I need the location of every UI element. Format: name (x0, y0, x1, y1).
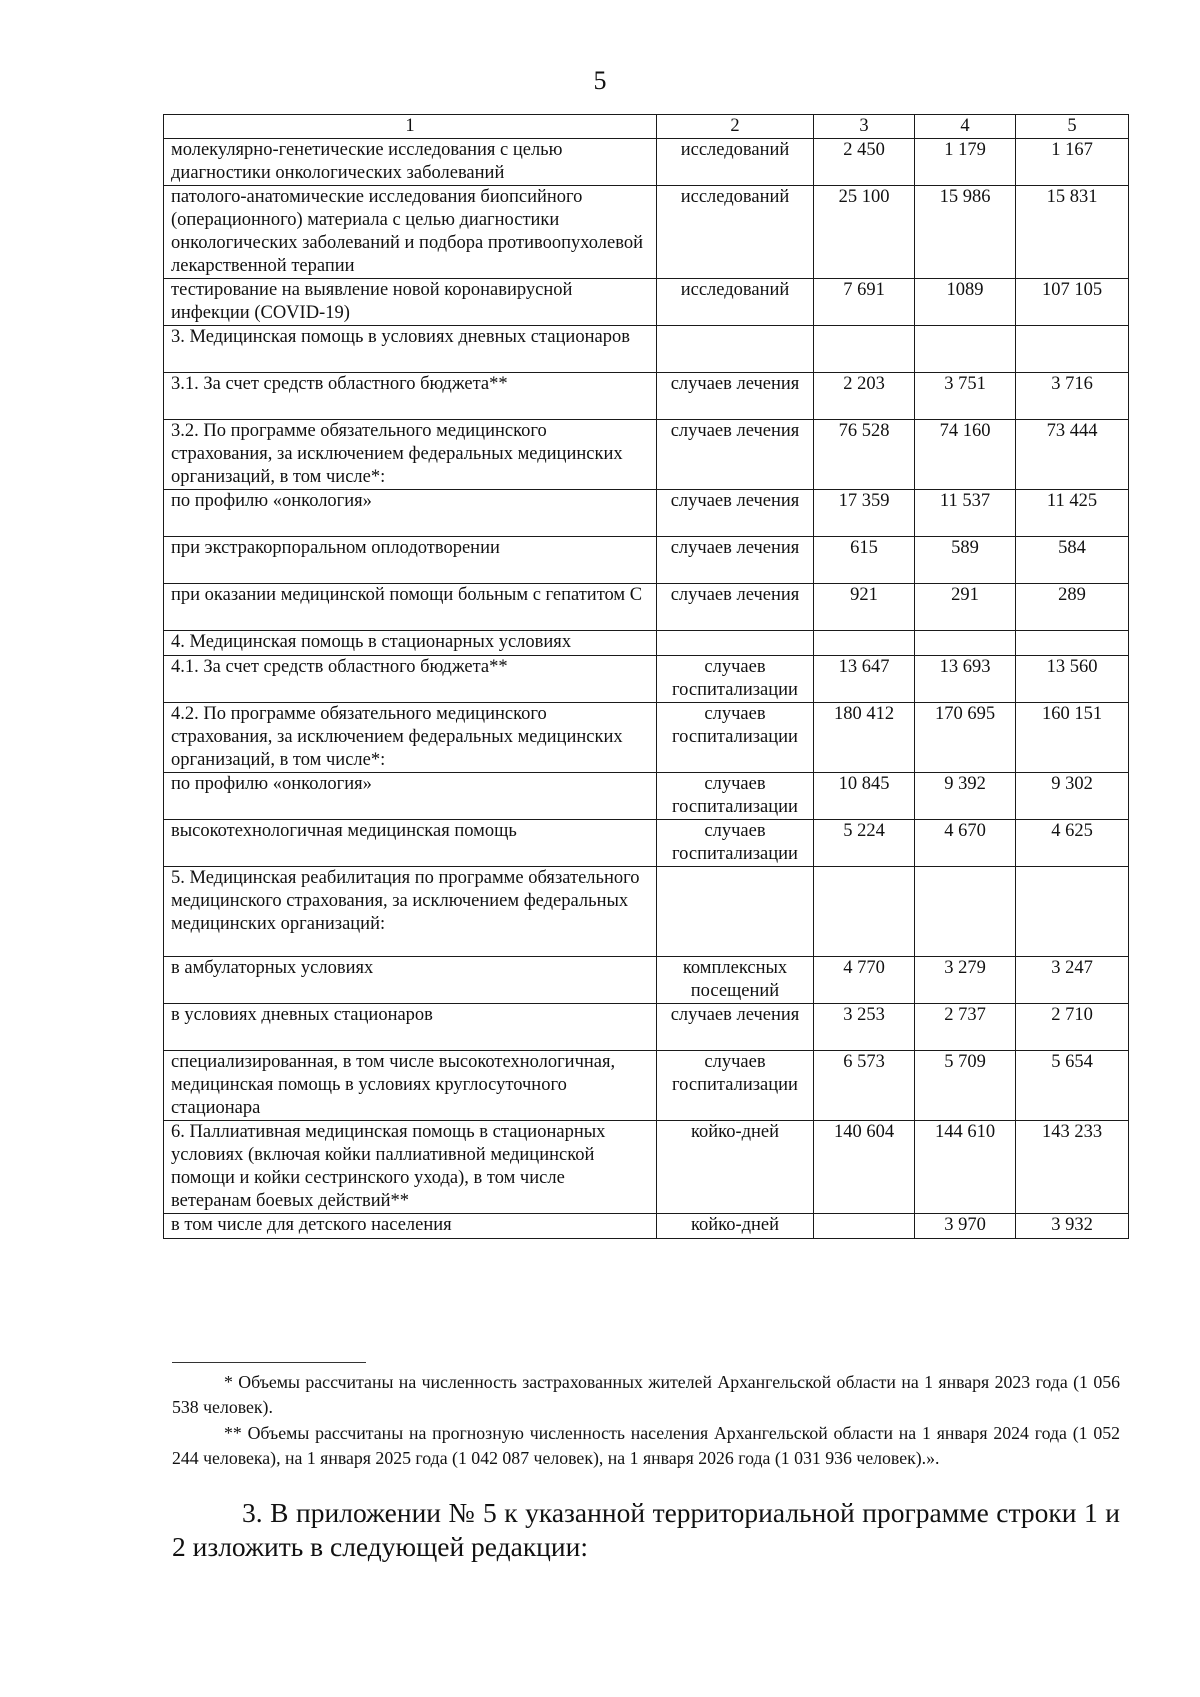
row-value-col-5: 3 932 (1016, 1214, 1129, 1239)
table-row (164, 957, 1129, 1004)
row-value-col-5: 143 233 (1016, 1121, 1129, 1214)
row-value-col-4: 3 751 (915, 373, 1016, 420)
row-name-cell: высокотехнологичная медицинская помощь (164, 820, 657, 867)
table-row (164, 537, 1129, 584)
row-value-col-5: 11 425 (1016, 490, 1129, 537)
row-unit-cell: случаев лечения (657, 537, 814, 584)
row-name-cell: тестирование на выявление новой коронавирусной инфекции (COVID-19) (164, 279, 657, 326)
table-row (164, 279, 1129, 326)
row-value-col-4 (915, 867, 1016, 957)
row-unit-cell: койко-дней (657, 1121, 814, 1214)
table-row (164, 326, 1129, 373)
row-value-col-4: 4 670 (915, 820, 1016, 867)
row-value-col-5: 107 105 (1016, 279, 1129, 326)
page-number: 5 (593, 66, 607, 95)
table-row (164, 820, 1129, 867)
table-header-row (164, 115, 1129, 139)
table-row (164, 631, 1129, 656)
row-value-col-3: 2 450 (814, 139, 915, 186)
row-unit-cell: случаев госпитализации (657, 820, 814, 867)
footnotes (172, 1370, 1120, 1472)
row-value-col-4: 15 986 (915, 186, 1016, 279)
row-name-cell: в амбулаторных условиях (164, 957, 657, 1004)
row-name-cell: в том числе для детского населения (164, 1214, 657, 1239)
row-name-cell: 4.1. За счет средств областного бюджета** (164, 656, 657, 703)
table-row (164, 584, 1129, 631)
row-unit-cell: комплексных посещений (657, 957, 814, 1004)
row-name-cell: по профилю «онкология» (164, 490, 657, 537)
row-unit-cell: случаев госпитализации (657, 656, 814, 703)
row-name-cell: по профилю «онкология» (164, 773, 657, 820)
header-col-1: 1 (164, 115, 657, 139)
row-value-col-5: 5 654 (1016, 1051, 1129, 1121)
table-row (164, 490, 1129, 537)
row-value-col-5: 3 716 (1016, 373, 1129, 420)
row-value-col-5: 2 710 (1016, 1004, 1129, 1051)
row-value-col-5 (1016, 867, 1129, 957)
header-col-4: 4 (915, 115, 1016, 139)
table-row (164, 867, 1129, 957)
row-value-col-3: 3 253 (814, 1004, 915, 1051)
row-value-col-5 (1016, 326, 1129, 373)
row-unit-cell: случаев лечения (657, 584, 814, 631)
row-value-col-5: 289 (1016, 584, 1129, 631)
row-value-col-4: 11 537 (915, 490, 1016, 537)
table-row (164, 656, 1129, 703)
row-value-col-5 (1016, 631, 1129, 656)
row-value-col-4: 170 695 (915, 703, 1016, 773)
row-value-col-5: 160 151 (1016, 703, 1129, 773)
table-body (164, 115, 1129, 1239)
row-value-col-3: 180 412 (814, 703, 915, 773)
row-unit-cell: случаев лечения (657, 490, 814, 537)
row-value-col-4: 5 709 (915, 1051, 1016, 1121)
row-value-col-4: 291 (915, 584, 1016, 631)
row-value-col-3: 2 203 (814, 373, 915, 420)
row-value-col-4: 2 737 (915, 1004, 1016, 1051)
row-value-col-4: 74 160 (915, 420, 1016, 490)
row-unit-cell: случаев лечения (657, 373, 814, 420)
row-unit-cell: исследований (657, 279, 814, 326)
row-name-cell: в условиях дневных стационаров (164, 1004, 657, 1051)
volumes-table (163, 114, 1129, 1239)
row-name-cell: 3.2. По программе обязательного медицинского страхования, за исключением федеральных медицинских организаций, в том числе*: (164, 420, 657, 490)
row-name-cell: при экстракорпоральном оплодотворении (164, 537, 657, 584)
row-name-cell: молекулярно-генетические исследования с целью диагностики онкологических заболеваний (164, 139, 657, 186)
row-value-col-3 (814, 326, 915, 373)
row-unit-cell: случаев лечения (657, 1004, 814, 1051)
row-unit-cell: случаев госпитализации (657, 1051, 814, 1121)
row-name-cell: 4. Медицинская помощь в стационарных условиях (164, 631, 657, 656)
row-value-col-4: 1089 (915, 279, 1016, 326)
amendment-paragraph: 3. В приложении № 5 к указанной территориальной программе строки 1 и 2 изложить в следующей редакции: (172, 1497, 1120, 1562)
header-col-2: 2 (657, 115, 814, 139)
row-value-col-3 (814, 867, 915, 957)
row-value-col-5: 15 831 (1016, 186, 1129, 279)
row-value-col-4: 13 693 (915, 656, 1016, 703)
row-unit-cell: койко-дней (657, 1214, 814, 1239)
row-value-col-5: 584 (1016, 537, 1129, 584)
row-value-col-4: 9 392 (915, 773, 1016, 820)
row-value-col-3: 6 573 (814, 1051, 915, 1121)
row-value-col-3: 25 100 (814, 186, 915, 279)
row-value-col-5: 1 167 (1016, 139, 1129, 186)
row-name-cell: 4.2. По программе обязательного медицинского страхования, за исключением федеральных медицинских организаций, в том числе*: (164, 703, 657, 773)
row-unit-cell (657, 867, 814, 957)
row-value-col-4: 589 (915, 537, 1016, 584)
table-row (164, 186, 1129, 279)
row-name-cell: 3.1. За счет средств областного бюджета** (164, 373, 657, 420)
row-value-col-5: 4 625 (1016, 820, 1129, 867)
table-row (164, 773, 1129, 820)
row-value-col-4 (915, 631, 1016, 656)
table-row (164, 373, 1129, 420)
row-name-cell: 3. Медицинская помощь в условиях дневных стационаров (164, 326, 657, 373)
row-value-col-5: 3 247 (1016, 957, 1129, 1004)
row-value-col-3: 10 845 (814, 773, 915, 820)
row-unit-cell (657, 326, 814, 373)
row-value-col-3 (814, 631, 915, 656)
row-value-col-3 (814, 1214, 915, 1239)
row-value-col-3: 7 691 (814, 279, 915, 326)
row-unit-cell: исследований (657, 139, 814, 186)
row-value-col-4: 1 179 (915, 139, 1016, 186)
row-value-col-3: 921 (814, 584, 915, 631)
row-unit-cell: случаев госпитализации (657, 773, 814, 820)
row-value-col-5: 9 302 (1016, 773, 1129, 820)
row-value-col-3: 4 770 (814, 957, 915, 1004)
row-value-col-5: 73 444 (1016, 420, 1129, 490)
row-value-col-4: 3 970 (915, 1214, 1016, 1239)
row-unit-cell (657, 631, 814, 656)
row-name-cell: 6. Паллиативная медицинская помощь в стационарных условиях (включая койки паллиативной медицинской помощи и койки сестринского ухода), в том числе ветеранам боевых действий** (164, 1121, 657, 1214)
table-row (164, 1051, 1129, 1121)
table-row (164, 1004, 1129, 1051)
row-value-col-3: 76 528 (814, 420, 915, 490)
row-value-col-4: 3 279 (915, 957, 1016, 1004)
table-row (164, 1121, 1129, 1214)
row-value-col-4: 144 610 (915, 1121, 1016, 1214)
row-value-col-3: 13 647 (814, 656, 915, 703)
row-name-cell: 5. Медицинская реабилитация по программе обязательного медицинского страхования, за исключением федеральных медицинских организаций: (164, 867, 657, 957)
table-row (164, 703, 1129, 773)
footnote-2: ** Объемы рассчитаны на прогнозную численность населения Архангельской области на 1 января 2024 года (1 052 244 человека), на 1 января 2025 года (1 042 087 человек), на 1 января 2026 года (1 031 936 человек).». (172, 1423, 1120, 1468)
row-value-col-3: 615 (814, 537, 915, 584)
footnote-separator (172, 1362, 366, 1363)
row-value-col-3: 5 224 (814, 820, 915, 867)
header-col-5: 5 (1016, 115, 1129, 139)
header-col-3: 3 (814, 115, 915, 139)
row-unit-cell: случаев госпитализации (657, 703, 814, 773)
row-value-col-4 (915, 326, 1016, 373)
row-name-cell: при оказании медицинской помощи больным с гепатитом С (164, 584, 657, 631)
footnote-1: * Объемы рассчитаны на численность застрахованных жителей Архангельской области на 1 января 2023 года (1 056 538 человек). (172, 1372, 1120, 1417)
table-row (164, 139, 1129, 186)
row-value-col-5: 13 560 (1016, 656, 1129, 703)
row-unit-cell: случаев лечения (657, 420, 814, 490)
row-name-cell: патолого-анатомические исследования биопсийного (операционного) материала с целью диагностики онкологических заболеваний и подбора противоопухолевой лекарственной терапии (164, 186, 657, 279)
row-unit-cell: исследований (657, 186, 814, 279)
table-row (164, 1214, 1129, 1239)
table-row (164, 420, 1129, 490)
row-value-col-3: 17 359 (814, 490, 915, 537)
row-name-cell: специализированная, в том числе высокотехнологичная, медицинская помощь в условиях круглосуточного стационара (164, 1051, 657, 1121)
row-value-col-3: 140 604 (814, 1121, 915, 1214)
